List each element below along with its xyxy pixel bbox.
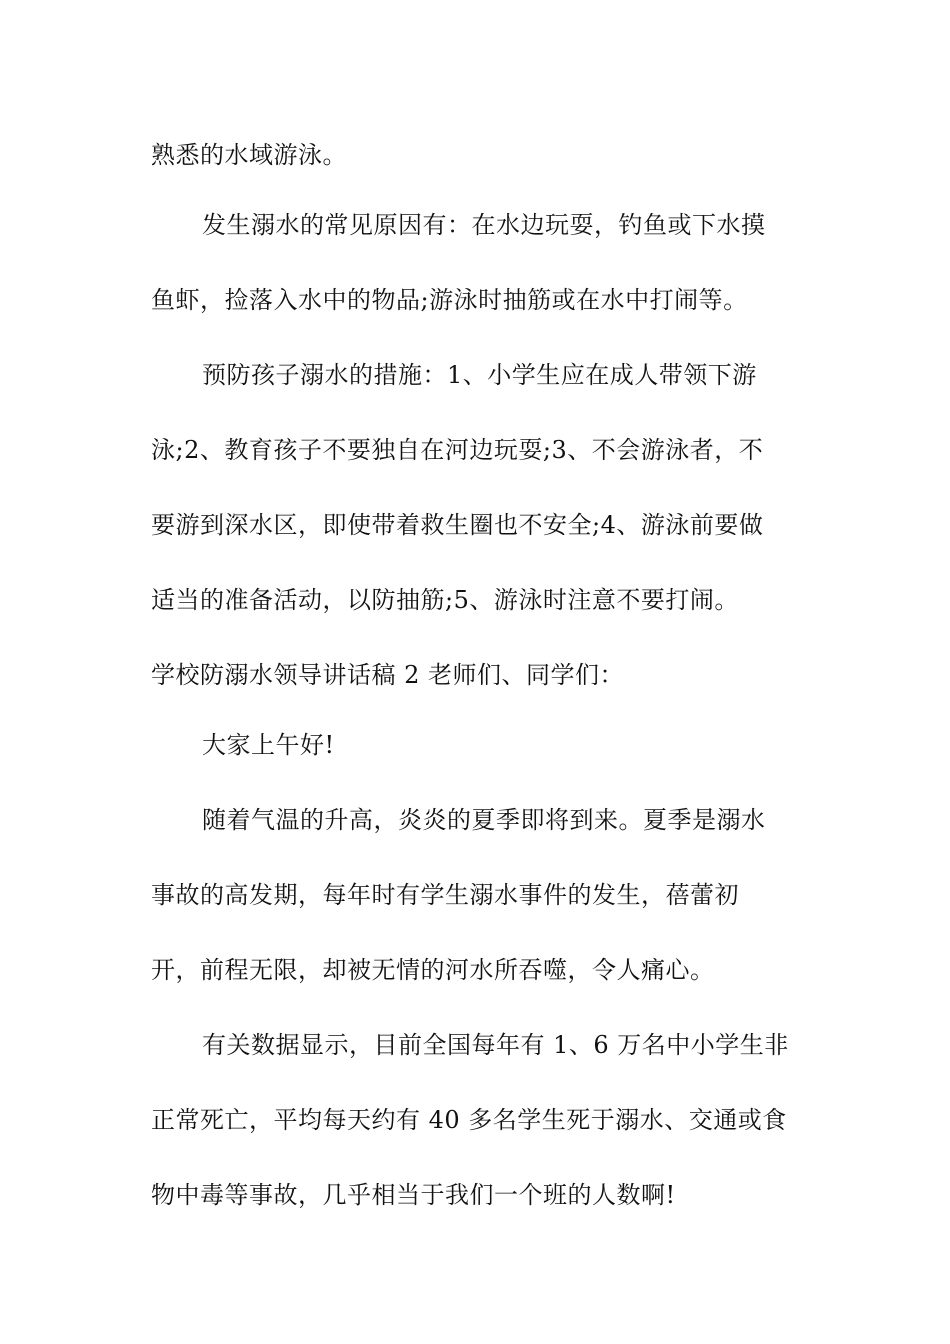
text-line: 开，前程无限，却被无情的河水所吞噬，令人痛心。	[151, 956, 715, 984]
text-line: 鱼虾，捡落入水中的物品;游泳时抽筋或在水中打闹等。	[151, 286, 748, 314]
paragraph-start-line: 预防孩子溺水的措施：1、小学生应在成人带领下游	[202, 361, 757, 389]
section-heading-line: 学校防溺水领导讲话稿 2 老师们、同学们：	[151, 661, 625, 689]
text-line: 正常死亡，平均每天约有 40 多名学生死于溺水、交通或食	[151, 1106, 787, 1134]
text-line: 熟悉的水域游泳。	[151, 141, 347, 169]
text-line: 泳;2、教育孩子不要独自在河边玩耍;3、不会游泳者，不	[151, 436, 764, 464]
text-line: 要游到深水区，即使带着救生圈也不安全;4、游泳前要做	[151, 511, 764, 539]
greeting-line: 大家上午好!	[202, 731, 335, 759]
paragraph-start-line: 随着气温的升高，炎炎的夏季即将到来。夏季是溺水	[202, 806, 766, 834]
text-line: 事故的高发期，每年时有学生溺水事件的发生，蓓蕾初	[151, 881, 739, 909]
paragraph-start-line: 发生溺水的常见原因有：在水边玩耍，钓鱼或下水摸	[202, 211, 766, 239]
text-line: 物中毒等事故，几乎相当于我们一个班的人数啊!	[151, 1181, 676, 1209]
paragraph-start-line: 有关数据显示，目前全国每年有 1、6 万名中小学生非	[202, 1031, 789, 1059]
text-line: 适当的准备活动，以防抽筋;5、游泳时注意不要打闹。	[151, 586, 739, 614]
